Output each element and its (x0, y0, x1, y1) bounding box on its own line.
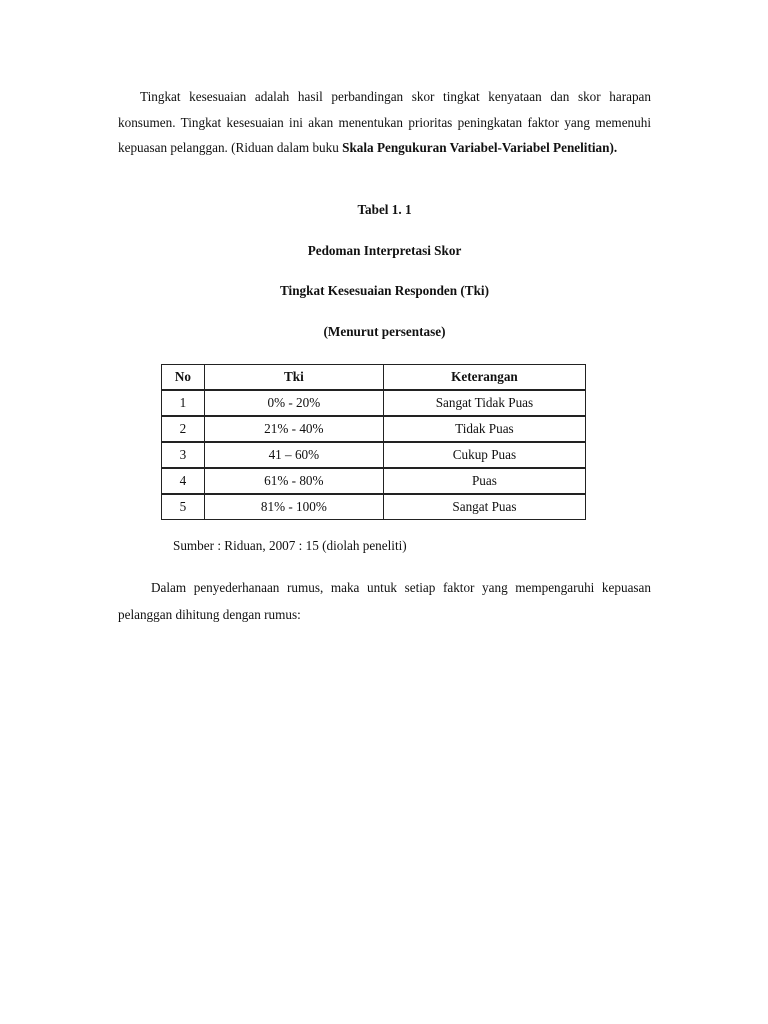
header-no: No (162, 365, 205, 391)
formula-paragraph-text: Dalam penyederhanaan rumus, maka untuk setiap faktor yang mempengaruhi kepuasan pelanggan dihitung dengan rumus: (118, 580, 651, 622)
cell-keterangan: Tidak Puas (383, 416, 585, 442)
cell-keterangan: Sangat Tidak Puas (383, 390, 585, 416)
cell-keterangan: Puas (383, 468, 585, 494)
cell-keterangan: Cukup Puas (383, 442, 585, 468)
table-row (162, 494, 586, 520)
cell-tki: 41 – 60% (204, 442, 383, 468)
cell-no: 2 (162, 416, 205, 442)
cell-tki: 61% - 80% (204, 468, 383, 494)
table-title-line3: (Menurut persentase) (323, 324, 446, 339)
intro-paragraph (118, 84, 651, 161)
cell-tki: 0% - 20% (204, 390, 383, 416)
cell-no: 5 (162, 494, 205, 520)
formula-paragraph (118, 574, 651, 628)
cell-no: 1 (162, 390, 205, 416)
table-number: Tabel 1. 1 (357, 202, 412, 217)
table-row (162, 468, 586, 494)
cell-no: 3 (162, 442, 205, 468)
table-row (162, 390, 586, 416)
book-title: Skala Pengukuran Variabel-Variabel Penelitian). (342, 140, 618, 155)
header-keterangan: Keterangan (383, 365, 585, 391)
cell-keterangan: Sangat Puas (383, 494, 585, 520)
cell-tki: 81% - 100% (204, 494, 383, 520)
table-source: Sumber : Riduan, 2007 : 15 (diolah peneliti) (173, 538, 407, 553)
header-tki: Tki (204, 365, 383, 391)
table-row (162, 442, 586, 468)
cell-no: 4 (162, 468, 205, 494)
table-header-row (162, 365, 586, 391)
table-row (162, 416, 586, 442)
intro-paragraph-text: Tingkat kesesuaian adalah hasil perbandingan skor tingkat kenyataan dan skor harapan konsumen. Tingkat kesesuaian ini akan menentukan prioritas peningkatan faktor yang memenuhi kepuasan pelanggan. (Riduan dalam buku (118, 89, 651, 155)
cell-tki: 21% - 40% (204, 416, 383, 442)
score-interpretation-table (161, 364, 586, 520)
table-title-line2: Tingkat Kesesuaian Responden (Tki) (280, 283, 489, 298)
table-title-line1: Pedoman Interpretasi Skor (307, 243, 462, 258)
